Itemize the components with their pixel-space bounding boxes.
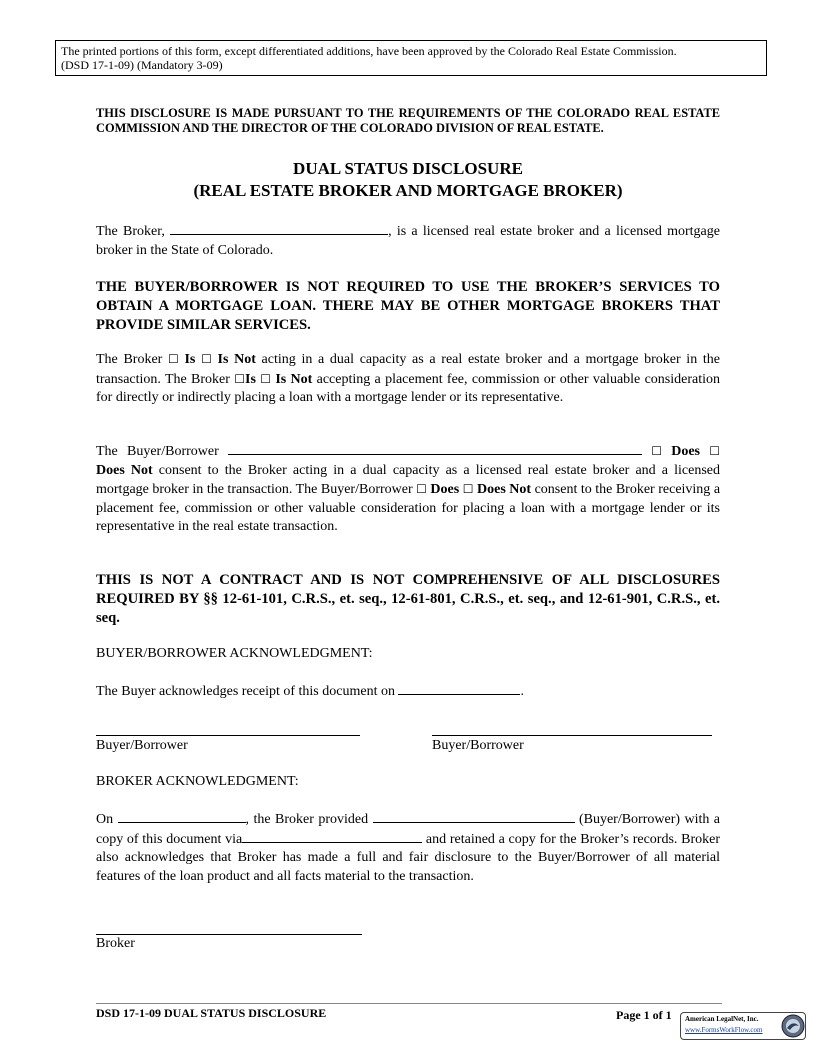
buyer-receipt-line: The Buyer acknowledges receipt of this document on . <box>96 684 524 699</box>
broker-signature-line[interactable] <box>96 934 362 935</box>
does-consent-fee-checkbox[interactable]: ☐ <box>416 482 427 496</box>
broker-name-field[interactable] <box>170 222 388 235</box>
buyer-not-required-warning: THE BUYER/BORROWER IS NOT REQUIRED TO USE THE BROKER’S SERVICES TO OBTAIN A MORTGAGE LOAN. THERE MAY BE OTHER MORTGAGE BROKERS THAT PROVIDE SIMILAR SERVICES. <box>96 279 720 333</box>
buyer-signature-label-1: Buyer/Borrower <box>96 738 188 753</box>
dual-capacity-paragraph: The Broker ☐ Is ☐ Is Not acting in a dual capacity as a real estate broker and a mortgage broker in the transaction. The Broker ☐Is ☐ Is Not accepting a placement fee, commission or other valuable consideration for directly or indirectly placing a loan with a mortgage lender or its representative. <box>96 352 721 405</box>
delivery-method-field[interactable] <box>242 830 422 843</box>
approval-notice-line: The printed portions of this form, except differentiated additions, have been approved by the Colorado Real Estate Commission. <box>61 44 677 58</box>
broker-signature-label: Broker <box>96 936 135 951</box>
receipt-date-field[interactable] <box>398 682 520 695</box>
title-line-1: DUAL STATUS DISCLOSURE <box>293 159 523 178</box>
does-not-consent-fee-checkbox[interactable]: ☐ <box>462 482 474 496</box>
is-accepting-checkbox[interactable]: ☐ <box>234 371 246 386</box>
approval-notice-box <box>55 40 767 76</box>
title-line-2: (REAL ESTATE BROKER AND MORTGAGE BROKER) <box>193 180 623 200</box>
form-code-line: (DSD 17-1-09) (Mandatory 3-09) <box>61 58 223 72</box>
buyer-signature-line-2[interactable] <box>432 735 712 736</box>
is-not-acting-checkbox[interactable]: ☐ <box>201 352 212 366</box>
footer-divider <box>96 1003 722 1004</box>
is-acting-checkbox[interactable]: ☐ <box>168 352 179 366</box>
footer-page-number: Page 1 of 1 <box>616 1008 672 1022</box>
brand-name: American LegalNet, Inc. <box>685 1015 759 1023</box>
does-consent-checkbox[interactable]: ☐ <box>651 444 662 458</box>
globe-logo-icon <box>781 1014 805 1038</box>
buyer-signature-line-1[interactable] <box>96 735 360 736</box>
broker-statement: The Broker, , is a licensed real estate broker and a licensed mortgage broker in the State of Colorado. <box>96 224 720 258</box>
buyer-borrower-name-field[interactable] <box>228 442 642 455</box>
not-contract-notice: THIS IS NOT A CONTRACT AND IS NOT COMPREHENSIVE OF ALL DISCLOSURES REQUIRED BY §§ 12-61-101, C.R.S., et. seq., 12-61-801, C.R.S., et. seq., and 12-61-901, C.R.S., et. seq. <box>96 572 720 626</box>
page-title <box>96 158 720 201</box>
consent-paragraph: The Buyer/Borrower ☐ Does ☐ Does Not consent to the Broker acting in a dual capacity as a licensed real estate broker and a licensed mortgage broker in the transaction. The Buyer/Borrower ☐ Does ☐ Does Not consent to the Broker receiving a placement fee, commission or other valuable consideration for placing a loan with a mortgage lender or its representative in the real estate transaction. <box>96 444 721 534</box>
is-not-accepting-checkbox[interactable]: ☐ <box>260 371 271 386</box>
broker-ack-heading: BROKER ACKNOWLEDGMENT: <box>96 774 299 789</box>
buyer-ack-heading: BUYER/BORROWER ACKNOWLEDGMENT: <box>96 646 373 661</box>
legalnet-badge[interactable] <box>680 1012 806 1040</box>
requirement-notice: THIS DISCLOSURE IS MADE PURSUANT TO THE REQUIREMENTS OF THE COLORADO REAL ESTATE COMMISSION AND THE DIRECTOR OF THE COLORADO DIVISION OF REAL ESTATE. <box>96 106 720 135</box>
provided-buyer-name-field[interactable] <box>373 810 575 823</box>
broker-ack-paragraph: On , the Broker provided (Buyer/Borrower) with a copy of this document via and retained a copy for the Broker’s records. Broker also acknowledges that Broker has made a full and fair disclosure to the Buyer/Borrower of all material features of the loan product and all facts material to the transaction. <box>96 812 721 884</box>
buyer-signature-label-2: Buyer/Borrower <box>432 738 524 753</box>
footer-form-id: DSD 17-1-09 DUAL STATUS DISCLOSURE <box>96 1006 327 1020</box>
brand-url-link[interactable]: www.FormsWorkFlow.com <box>685 1026 763 1034</box>
does-not-consent-checkbox[interactable]: ☐ <box>709 444 720 458</box>
provided-date-field[interactable] <box>118 810 246 823</box>
